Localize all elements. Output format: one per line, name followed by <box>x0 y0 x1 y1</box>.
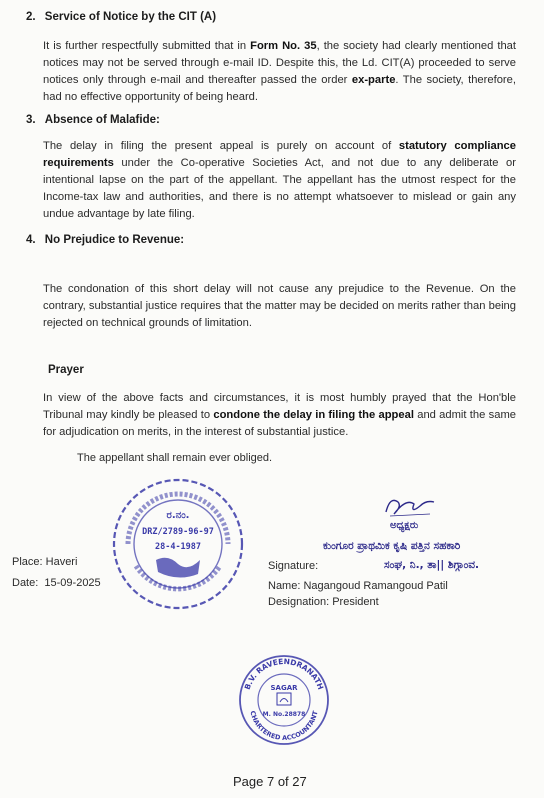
signature-label: Signature: <box>268 560 319 572</box>
page-number: Page 7 of 27 <box>233 774 307 789</box>
ca-seal-number: M. No.28878 <box>262 711 306 718</box>
section-title: Service of Notice by the CIT (A) <box>44 11 217 23</box>
section-number: 2. <box>26 11 36 23</box>
section-3-heading <box>26 114 160 126</box>
prayer-heading: Prayer <box>48 364 84 376</box>
emphasis-text: statutory compliance requirements <box>43 140 516 169</box>
seal-reg-date: 28-4-1987 <box>154 542 202 552</box>
body-text: under the Co-operative Societies Act, and not due to any deliberate or intentional lapse on the part of the appellant. The appellant has the utmost respect for the Income-tax law and authorities, and there is no attempt whatsoever to mislead or gain any undue advantage by late filing. <box>43 157 516 220</box>
body-text: The delay in filing the present appeal is purely on account of <box>43 140 399 152</box>
ca-seal-bottom-text: CHARTERED ACCOUNTANT <box>248 710 320 743</box>
prayer-closing: The appellant shall remain ever obliged. <box>77 452 273 464</box>
ca-seal <box>236 652 332 748</box>
section-2-heading <box>26 11 216 23</box>
body-text: . The society, therefore, had no effective opportunity of being heard. <box>43 74 516 103</box>
seal-reg-prefix: ರ.ನಂ. <box>166 510 190 521</box>
body-text: It is further respectfully submitted that in <box>43 40 251 52</box>
section-2-body <box>43 38 516 106</box>
emphasis-text: ex-parte <box>351 74 396 86</box>
place-field: Place: Haveri <box>12 556 78 568</box>
stamp-title: ಅಧ್ಯಕ್ಷರು <box>390 520 419 531</box>
ca-seal-ring-text: B.V. RAVEENDRANATH <box>242 656 326 691</box>
seal-reg-number: DRZ/2789-96-97 <box>142 527 214 537</box>
ca-seal-place: SAGAR <box>270 684 298 692</box>
emphasis-text: condone the delay in filing the appeal <box>213 409 414 421</box>
section-4-body <box>43 281 516 332</box>
section-number: 3. <box>26 114 36 126</box>
body-text: , the society had clearly mentioned that notices may not be served through e-mail ID. Despite this, the Ld. CIT(A) proceeded to serve notices only through e-mail and thereafter passed the order <box>43 40 516 86</box>
signatory-name: Name: Nagangoud Ramangoud Patil <box>268 580 448 592</box>
handwritten-signature <box>380 492 438 520</box>
society-seal <box>108 474 248 614</box>
date-field: Date: 15-09-2025 <box>12 577 101 589</box>
stamp-society-name: ಕುಂಗೂರ ಪ್ರಾಥಮಿಕ ಕೃಷಿ ಪತ್ತಿನ ಸಹಕಾರಿ <box>323 540 461 552</box>
section-3-body <box>43 138 516 223</box>
body-text: In view of the above facts and circumstances, it is most humbly prayed that the Hon'ble Tribunal may kindly be pleased to <box>43 392 516 421</box>
section-title: Absence of Malafide: <box>44 114 160 126</box>
body-text: and admit the same for adjudication on merits, in the interest of substantial justice. <box>43 409 516 438</box>
section-number: 4. <box>26 234 36 246</box>
prayer-body <box>43 390 516 441</box>
stamp-society-address: ಸಂಘ, ನಿ., ತಾ|| ಶಿಗ್ಗಾಂವ. <box>384 559 479 571</box>
signatory-designation: Designation: President <box>268 596 379 608</box>
seal-emblem-icon <box>156 558 200 578</box>
section-title: No Prejudice to Revenue: <box>44 234 185 246</box>
body-text: The condonation of this short delay will not cause any prejudice to the Revenue. On the contrary, substantial justice requires that the matter may be decided on merits rather than being rejected on technical grounds of limitation. <box>43 283 516 329</box>
section-4-heading <box>26 234 184 246</box>
emphasis-text: Form No. 35 <box>250 40 317 52</box>
